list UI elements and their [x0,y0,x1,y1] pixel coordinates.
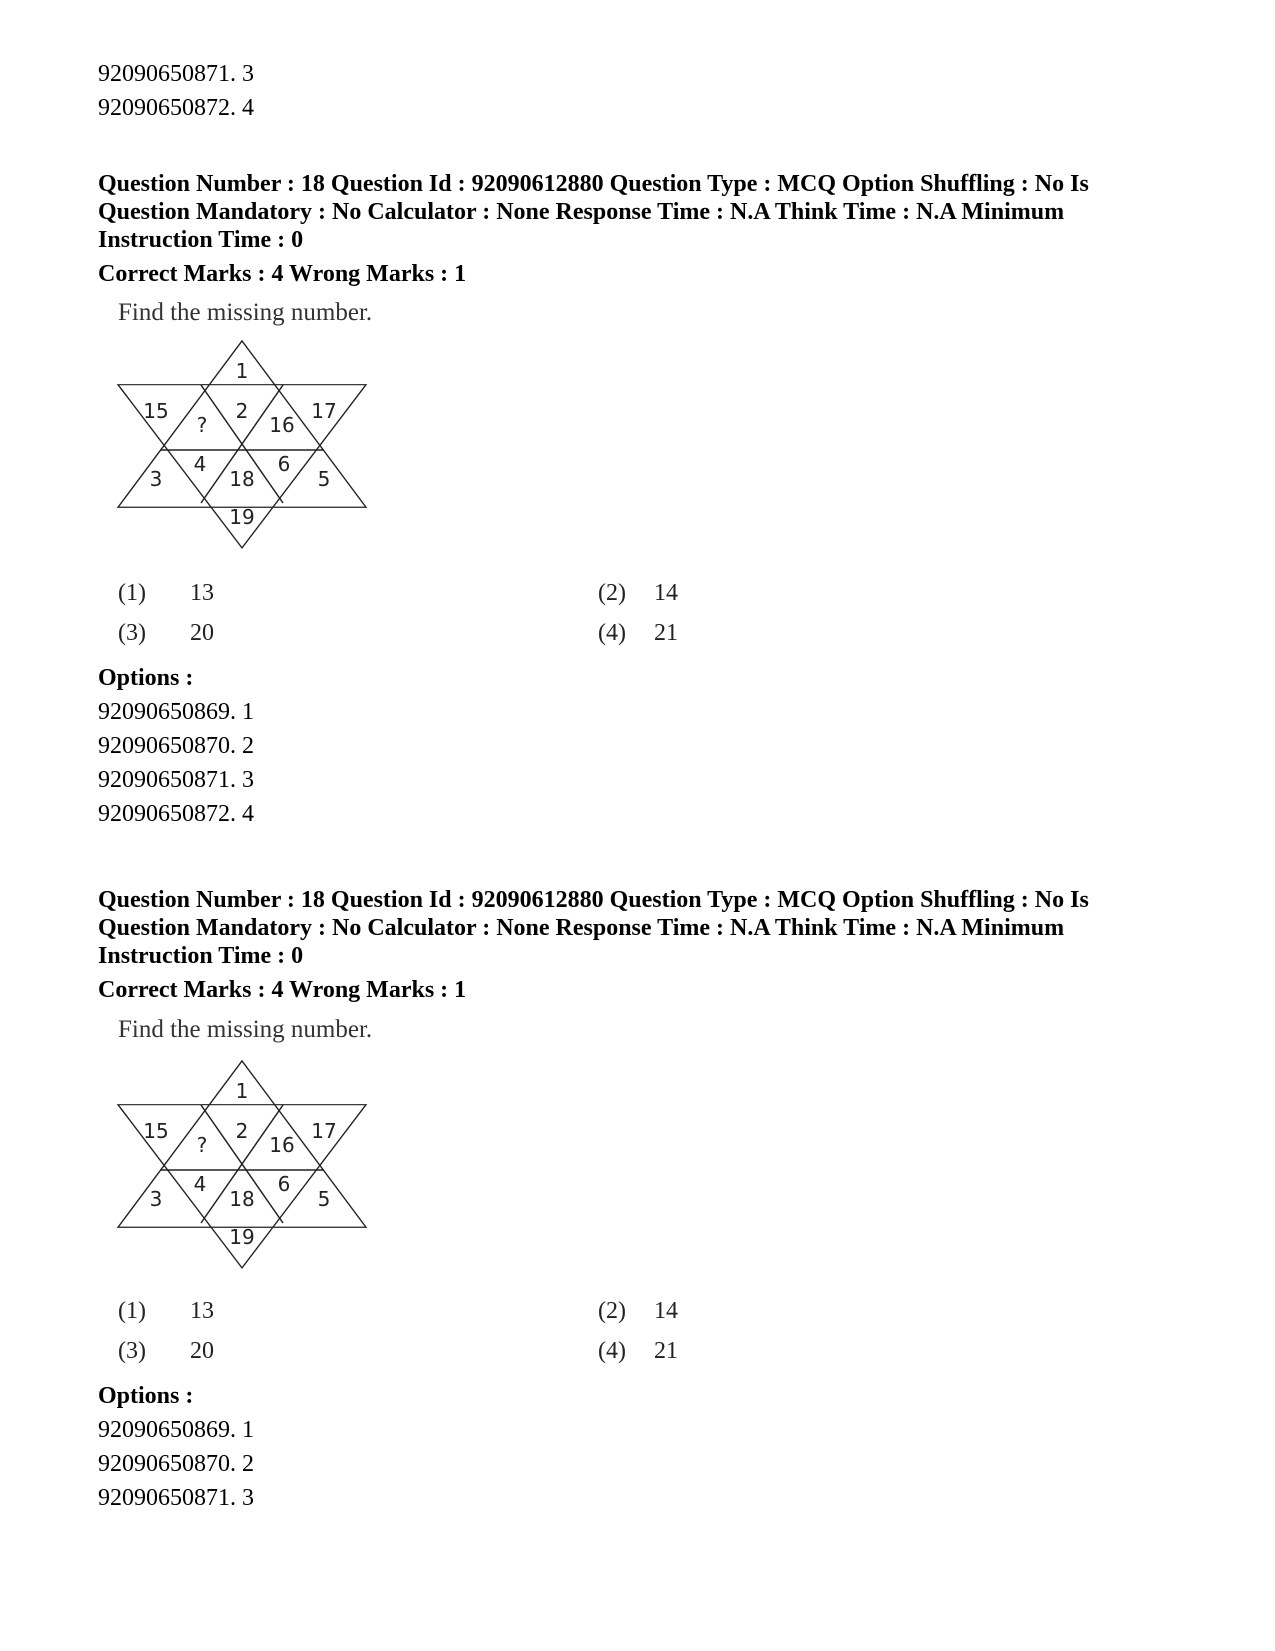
choice-value: 14 [654,1298,678,1324]
option-row: 92090650871. 3 [98,1485,254,1511]
option-id: 92090650871 [98,1485,230,1511]
figure-number: 4 [193,1172,207,1196]
choice-value: 21 [654,620,678,646]
option-value: 3 [242,767,254,793]
choice-label: (4) [598,620,626,646]
option-row: 92090650869. 1 [98,1417,254,1443]
choice-value: 20 [190,1338,214,1364]
option-row: 92090650870. 2 [98,1451,254,1477]
figure-number: ? [196,413,208,437]
choice-3 [118,620,214,647]
option-value: 4 [242,95,254,121]
top-option-1: 92090650871. 3 [98,61,254,87]
figure-number: 15 [143,399,169,423]
question-header-line-1: Question Number : 18 Question Id : 92090612880 Question Type : MCQ Option Shuffling : No Is [98,887,1089,913]
choice-2 [598,1298,678,1325]
choice-label: (2) [598,1298,626,1324]
choice-label: (4) [598,1338,626,1364]
choice-4 [598,620,678,647]
option-value: 2 [242,1451,254,1477]
marks-line: Correct Marks : 4 Wrong Marks : 1 [98,261,467,287]
figure-number: 5 [317,1187,331,1211]
options-heading: Options : [98,1383,194,1409]
option-id: 92090650871 [98,767,230,793]
option-id: 92090650870 [98,733,230,759]
option-id: 92090650872 [98,95,230,121]
figure-number: 18 [229,1187,255,1211]
top-option-2: 92090650872. 4 [98,95,254,121]
figure-number: 16 [269,1133,295,1157]
star-figure-svg [110,340,390,570]
star-figure [110,340,390,570]
choice-label: (1) [118,1298,146,1324]
figure-number: 6 [277,1172,291,1196]
choice-1 [118,1298,214,1325]
figure-number: 6 [277,452,291,476]
choice-2 [598,580,678,607]
figure-number: ? [196,1133,208,1157]
option-row: 92090650870. 2 [98,733,254,759]
figure-number: 5 [317,467,331,491]
option-id: 92090650872 [98,801,230,827]
choice-1 [118,580,214,607]
choice-label: (3) [118,1338,146,1364]
figure-number: 19 [229,505,255,529]
figure-number: 15 [143,1119,169,1143]
figure-number: 4 [193,452,207,476]
choice-value: 13 [190,580,214,606]
question-prompt: Find the missing number. [118,299,373,326]
figure-number: 1 [235,359,249,383]
figure-number: 3 [149,1187,163,1211]
star-figure-svg [110,1060,390,1290]
option-value: 1 [242,1417,254,1443]
choice-3 [118,1338,214,1365]
option-id: 92090650869 [98,699,230,725]
figure-number: 17 [311,399,337,423]
figure-number: 16 [269,413,295,437]
question-header-line-2: Question Mandatory : No Calculator : None Response Time : N.A Think Time : N.A Minimum [98,199,1065,225]
options-heading: Options : [98,665,194,691]
choice-4 [598,1338,678,1365]
option-value: 4 [242,801,254,827]
figure-number: 19 [229,1225,255,1249]
option-id: 92090650869 [98,1417,230,1443]
question-header-line-2: Question Mandatory : No Calculator : None Response Time : N.A Think Time : N.A Minimum [98,915,1065,941]
option-value: 3 [242,61,254,87]
figure-number: 2 [235,399,249,423]
question-prompt: Find the missing number. [118,1016,373,1043]
option-row: 92090650872. 4 [98,801,254,827]
star-figure [110,1060,390,1290]
option-row: 92090650871. 3 [98,767,254,793]
question-header-line-3: Instruction Time : 0 [98,943,304,969]
choice-value: 14 [654,580,678,606]
question-header-line-1: Question Number : 18 Question Id : 92090612880 Question Type : MCQ Option Shuffling : No Is [98,171,1089,197]
choice-value: 21 [654,1338,678,1364]
choice-label: (3) [118,620,146,646]
figure-number: 3 [149,467,163,491]
choice-label: (1) [118,580,146,606]
marks-line: Correct Marks : 4 Wrong Marks : 1 [98,977,467,1003]
choice-label: (2) [598,580,626,606]
option-value: 3 [242,1485,254,1511]
figure-number: 17 [311,1119,337,1143]
figure-number: 2 [235,1119,249,1143]
choice-value: 13 [190,1298,214,1324]
choice-value: 20 [190,620,214,646]
option-value: 1 [242,699,254,725]
figure-number: 18 [229,467,255,491]
option-id: 92090650870 [98,1451,230,1477]
option-value: 2 [242,733,254,759]
option-id: 92090650871 [98,61,230,87]
figure-number: 1 [235,1079,249,1103]
option-row: 92090650869. 1 [98,699,254,725]
question-header-line-3: Instruction Time : 0 [98,227,304,253]
